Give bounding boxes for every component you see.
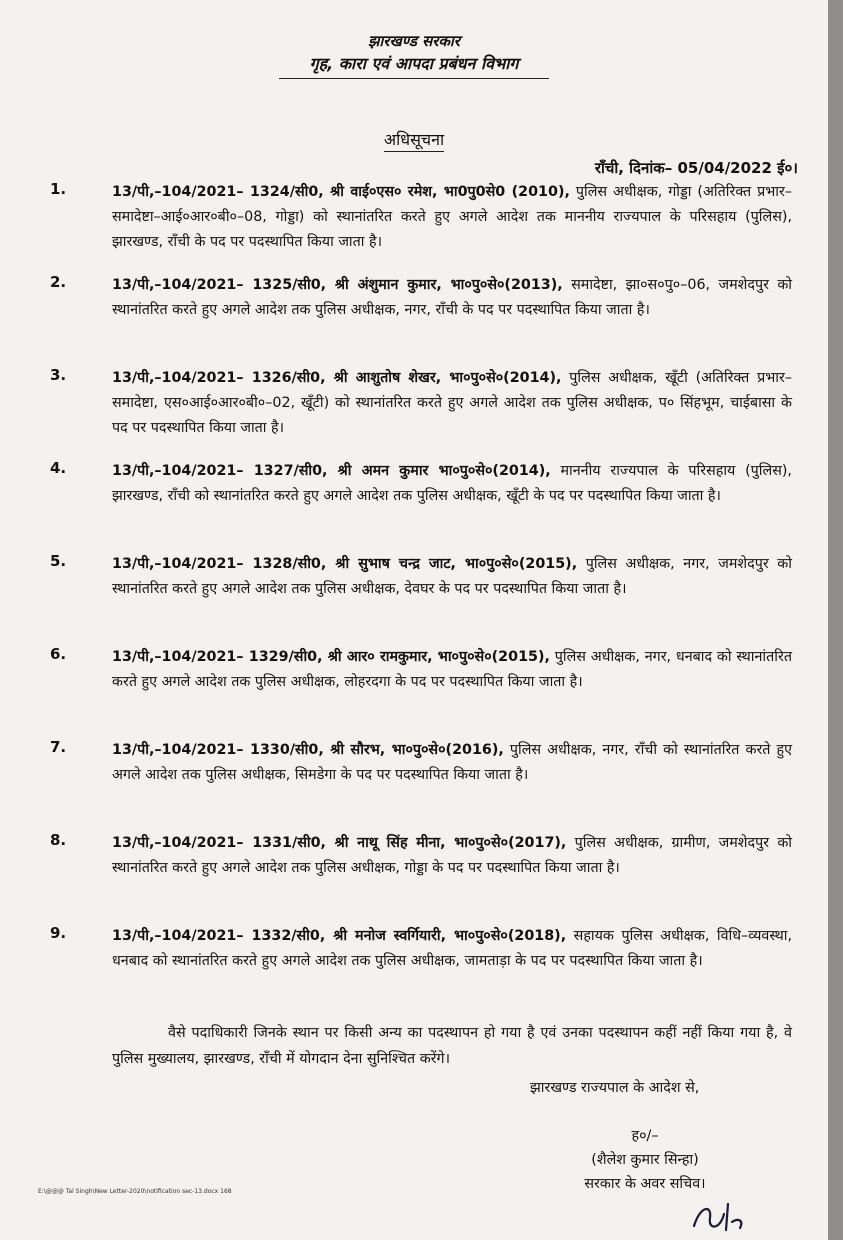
item-description: माननीय राज्यपाल के परिसहाय (पुलिस), झारखण्ड, राँची को स्थानांतरित करते हुए अगले आदेश तक पुलिस अधीक्षक, खूँटी के पद पर पदस्थापित किया जाता है।	[112, 463, 792, 504]
item-description: पुलिस अधीक्षक, ग्रामीण, जमशेदपुर को स्थानांतरित करते हुए अगले आदेश तक पुलिस अधीक्षक, गोड्डा के पद पर पदस्थापित किया जाता है।	[112, 835, 792, 876]
item-number: 5.	[50, 552, 67, 570]
item-reference: 13/पी,–104/2021– 1326/सी0, श्री आशुतोष शेखर, भा०पु०से०(2014),	[112, 370, 562, 386]
item-number: 3.	[50, 366, 67, 384]
date-line: राँची, दिनांक– 05/04/2022 ई०।	[594, 159, 798, 177]
item-number: 7.	[50, 738, 67, 756]
item-description: समादेष्टा, झा०स०पु०–06, जमशेदपुर को स्थानांतरित करते हुए अगले आदेश तक पुलिस अधीक्षक, नगर, राँची के पद पर पदस्थापित किया जाता है।	[112, 277, 792, 318]
item-text	[112, 273, 792, 323]
government-name: झारखण्ड सरकार	[368, 32, 460, 50]
item-text	[112, 738, 792, 788]
item-number: 4.	[50, 459, 67, 477]
item-text	[112, 180, 792, 255]
item-description: पुलिस अधीक्षक, नगर, जमशेदपुर को स्थानांतरित करते हुए अगले आदेश तक पुलिस अधीक्षक, देवघर के पद पर पदस्थापित किया जाता है।	[112, 556, 792, 597]
signatory-name: (शैलेश कुमार सिन्हा)	[591, 1152, 699, 1168]
header-divider	[279, 78, 549, 79]
item-reference: 13/पी,–104/2021– 1330/सी0, श्री सौरभ, भा०पु०से०(2016),	[112, 742, 504, 758]
item-description: पुलिस अधीक्षक, नगर, धनबाद को स्थानांतरित करते हुए अगले आदेश तक पुलिस अधीक्षक, लोहरदगा के पद पर पदस्थापित किया जाता है।	[112, 649, 792, 690]
item-text	[112, 645, 792, 695]
item-reference: 13/पी,–104/2021– 1324/सी0, श्री वाई०एस० रमेश, भा0पु0से0 (2010),	[112, 184, 570, 200]
item-text	[112, 924, 792, 974]
department-name: गृह, कारा एवं आपदा प्रबंधन विभाग	[309, 54, 519, 73]
item-text	[112, 459, 792, 509]
notification-title-text: अधिसूचना	[384, 130, 444, 152]
item-description: पुलिस अधीक्षक, नगर, राँची को स्थानांतरित करते हुए अगले आदेश तक पुलिस अधीक्षक, सिमडेगा के पद पर पदस्थापित किया जाता है।	[112, 742, 792, 783]
notification-title	[0, 128, 828, 150]
item-reference: 13/पी,–104/2021– 1328/सी0, श्री सुभाष चन्द्र जाट, भा०पु०से०(2015),	[112, 556, 578, 572]
item-description: सहायक पुलिस अधीक्षक, विधि–व्यवस्था, धनबाद को स्थानांतरित करते हुए अगले आदेश तक पुलिस अधीक्षक, जामताड़ा के पद पर पदस्थापित किया जाता है।	[112, 928, 792, 969]
item-reference: 13/पी,–104/2021– 1331/सी0, श्री नाथू सिंह मीना, भा०पु०से०(2017),	[112, 835, 567, 851]
signed-mark: ह०/–	[631, 1128, 659, 1144]
item-number: 9.	[50, 924, 67, 942]
item-reference: 13/पी,–104/2021– 1332/सी0, श्री मनोज स्वर्गियारी, भा०पु०से०(2018),	[112, 928, 567, 944]
item-number: 6.	[50, 645, 67, 663]
item-description: पुलिस अधीक्षक, गोड्डा (अतिरिक्त प्रभार– समादेष्टा–आई०आर०बी०–08, गोड्डा) को स्थानांतरित करते हुए अगले आदेश तक माननीय राज्यपाल के परिसहाय (पुलिस), झारखण्ड, राँची के पद पर पदस्थापित किया जाता है।	[112, 184, 792, 250]
item-number: 2.	[50, 273, 67, 291]
letterhead	[0, 30, 828, 79]
item-text	[112, 366, 792, 441]
item-reference: 13/पी,–104/2021– 1329/सी0, श्री आर० रामकुमार, भा०पु०से०(2015),	[112, 649, 550, 665]
item-text	[112, 552, 792, 602]
order-line: झारखण्ड राज्यपाल के आदेश से,	[530, 1080, 700, 1096]
signatory-designation: सरकार के अवर सचिव।	[584, 1176, 706, 1192]
item-text	[112, 831, 792, 881]
item-number: 1.	[50, 180, 67, 198]
item-number: 8.	[50, 831, 67, 849]
closing-paragraph: वैसे पदाधिकारी जिनके स्थान पर किसी अन्य का पदस्थापन हो गया है एवं उनका पदस्थापन कहीं नहीं किया गया है, वे पुलिस मुख्यालय, झारखण्ड, राँची में योगदान देना सुनिश्चित करेंगे।	[112, 1025, 792, 1067]
item-reference: 13/पी,–104/2021– 1325/सी0, श्री अंशुमान कुमार, भा०पु०से०(2013),	[112, 277, 563, 293]
item-description: पुलिस अधीक्षक, खूँटी (अतिरिक्त प्रभार–समादेष्टा, एस०आई०आर०बी०–02, खूँटी) को स्थानांतरित करते हुए अगले आदेश तक पुलिस अधीक्षक, प० सिंहभूम, चाईबासा के पद पर पदस्थापित किया जाता है।	[112, 370, 792, 436]
handwritten-signature	[690, 1196, 750, 1236]
file-path-footer: E:\@@@ Tal Singh\New Letter-2020\notification sec-13.docx 168	[38, 1188, 232, 1195]
item-reference: 13/पी,–104/2021– 1327/सी0, श्री अमन कुमार भा०पु०से०(2014),	[112, 463, 551, 479]
page-edge-shadow	[828, 0, 843, 1240]
